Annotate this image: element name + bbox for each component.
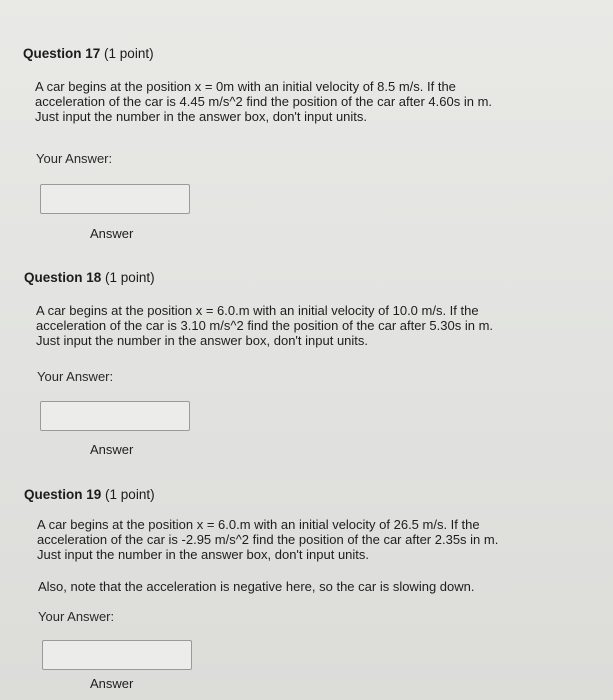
- your-answer-label: Your Answer:: [36, 151, 113, 166]
- question-points: (1 point): [105, 487, 155, 502]
- your-answer-label: Your Answer:: [38, 609, 115, 624]
- question-line: Just input the number in the answer box, don't input units.: [36, 333, 369, 348]
- question-line: acceleration of the car is 3.10 m/s^2 find the position of the car after 5.30s in m.: [36, 318, 494, 333]
- question-points: (1 point): [105, 270, 155, 285]
- answer-button[interactable]: Answer: [90, 676, 134, 691]
- question-points: (1 point): [104, 46, 154, 61]
- answer-input[interactable]: [40, 401, 190, 431]
- question-title: [23, 46, 154, 61]
- question-text: [35, 79, 595, 124]
- question-note: Also, note that the acceleration is negative here, so the car is slowing down.: [38, 579, 475, 594]
- question-text: [36, 303, 596, 348]
- question-line: A car begins at the position x = 6.0.m with an initial velocity of 26.5 m/s. If the: [37, 517, 480, 532]
- question-line: A car begins at the position x = 0m with an initial velocity of 8.5 m/s. If the: [35, 79, 456, 94]
- question-line: A car begins at the position x = 6.0.m with an initial velocity of 10.0 m/s. If the: [36, 303, 479, 318]
- question-title: [24, 487, 155, 502]
- question-line: acceleration of the car is 4.45 m/s^2 find the position of the car after 4.60s in m.: [35, 94, 493, 109]
- question-title: [24, 270, 155, 285]
- question-number: Question 18: [24, 270, 102, 285]
- question-text: [37, 517, 597, 562]
- question-line: Just input the number in the answer box, don't input units.: [35, 109, 368, 124]
- question-line: Just input the number in the answer box, don't input units.: [37, 547, 370, 562]
- answer-button[interactable]: Answer: [90, 442, 134, 457]
- answer-input[interactable]: [40, 184, 190, 214]
- question-number: Question 19: [24, 487, 102, 502]
- question-line: acceleration of the car is -2.95 m/s^2 find the position of the car after 2.35s in m.: [37, 532, 499, 547]
- question-number: Question 17: [23, 46, 101, 61]
- your-answer-label: Your Answer:: [37, 369, 114, 384]
- answer-input[interactable]: [42, 640, 192, 670]
- answer-button[interactable]: Answer: [90, 226, 134, 241]
